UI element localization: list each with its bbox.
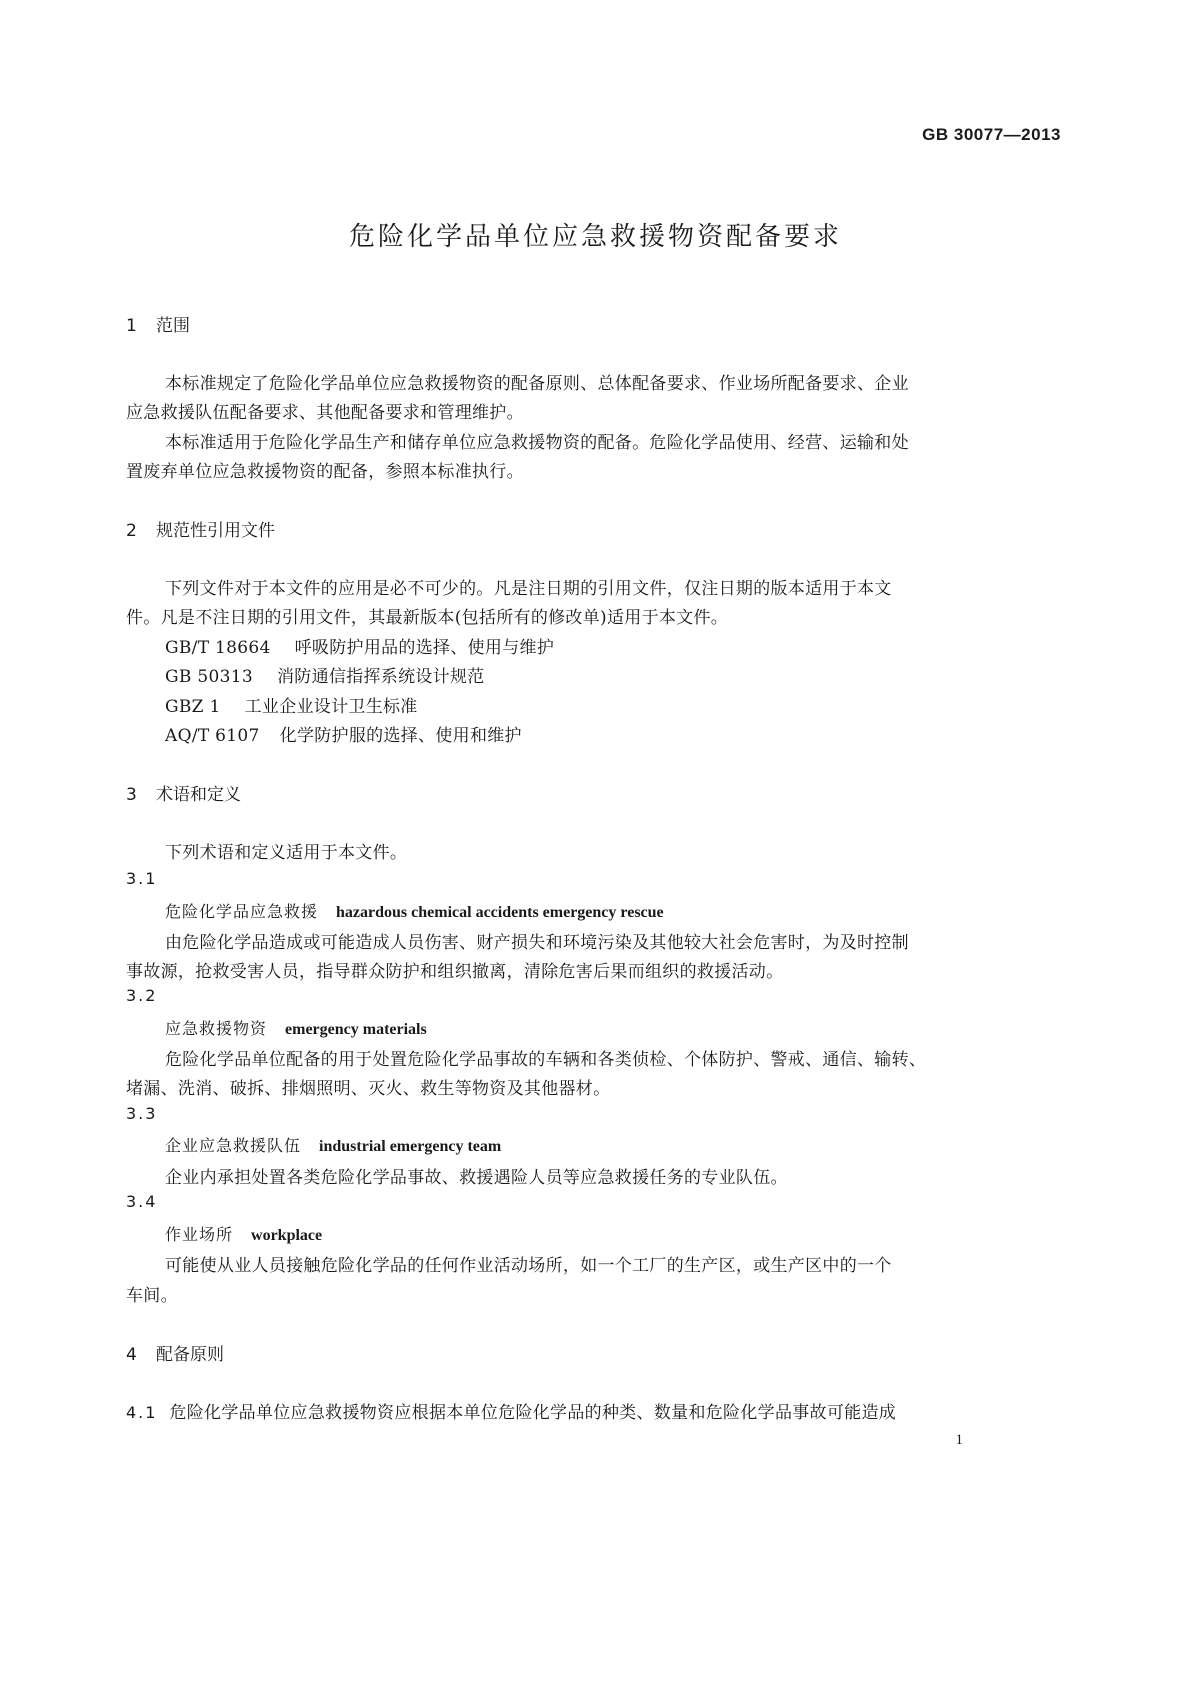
reference-code: GB/T 18664: [165, 638, 271, 658]
term-heading: [165, 1016, 427, 1039]
reference-name: 消防通信指挥系统设计规范: [276, 667, 485, 687]
term-number: 3.3: [126, 1104, 158, 1123]
term-heading: [165, 1133, 501, 1156]
section-3-heading: [126, 780, 241, 805]
clause-number: 4.1: [126, 1403, 158, 1422]
definition-line: 企业内承担处置各类危险化学品事故、救援遇险人员等应急救援任务的专业队伍。: [165, 1168, 788, 1188]
term-heading: [165, 899, 664, 922]
term-number: 3.1: [126, 869, 158, 888]
reference-name: 呼吸防护用品的选择、使用与维护: [294, 638, 555, 658]
term-heading: [165, 1222, 322, 1245]
section-number: 1: [126, 316, 137, 336]
definition-line: 危险化学品单位配备的用于处置危险化学品事故的车辆和各类侦检、个体防护、警戒、通信、输转、: [165, 1050, 927, 1070]
reference-code: GB 50313: [165, 667, 253, 687]
paragraph-line: 下列文件对于本文件的应用是必不可少的。凡是注日期的引用文件，仅注日期的版本适用于本文: [165, 579, 892, 599]
reference-name: 工业企业设计卫生标准: [244, 697, 418, 717]
term-number: 3.2: [126, 986, 158, 1005]
section-title: 配备原则: [156, 1345, 224, 1365]
section-number: 3: [126, 785, 137, 805]
paragraph-line: 本标准规定了危险化学品单位应急救援物资的配备原则、总体配备要求、作业场所配备要求、企业: [165, 374, 909, 394]
section-4-heading: [126, 1340, 224, 1365]
definition-line: 由危险化学品造成或可能造成人员伤害、财产损失和环境污染及其他较大社会危害时，为及时控制: [165, 933, 909, 953]
section-2-heading: [126, 516, 275, 541]
standard-code: GB 30077—2013: [922, 125, 1061, 144]
term-en: industrial emergency team: [319, 1138, 502, 1155]
term-number: 3.4: [126, 1192, 158, 1211]
term-en: hazardous chemical accidents emergency rescue: [336, 904, 664, 921]
section-title: 规范性引用文件: [156, 521, 275, 541]
reference-name: 化学防护服的选择、使用和维护: [279, 726, 522, 746]
definition-line: 车间。: [126, 1286, 178, 1306]
reference-code: AQ/T 6107: [165, 726, 260, 746]
normative-reference: [165, 662, 485, 687]
term-zh: 危险化学品应急救援: [165, 902, 319, 921]
normative-reference: [165, 721, 522, 746]
section-title: 术语和定义: [156, 785, 241, 805]
reference-code: GBZ 1: [165, 697, 221, 717]
section-title: 范围: [156, 316, 190, 336]
term-zh: 企业应急救援队伍: [165, 1136, 302, 1155]
paragraph-line: 应急救援队伍配备要求、其他配备要求和管理维护。: [126, 403, 524, 423]
term-zh: 应急救援物资: [165, 1019, 268, 1038]
clause-text: 危险化学品单位应急救援物资应根据本单位危险化学品的种类、数量和危险化学品事故可能造成: [169, 1403, 897, 1423]
paragraph-line: 本标准适用于危险化学品生产和储存单位应急救援物资的配备。危险化学品使用、经营、运输和处: [165, 433, 909, 453]
paragraph-line: 件。凡是不注日期的引用文件，其最新版本(包括所有的修改单)适用于本文件。: [126, 608, 729, 628]
normative-reference: [165, 692, 418, 717]
definition-line: 可能使从业人员接触危险化学品的任何作业活动场所，如一个工厂的生产区，或生产区中的一个: [165, 1256, 892, 1276]
normative-reference: [165, 633, 554, 658]
document-title: 危险化学品单位应急救援物资配备要求: [348, 222, 842, 252]
page-number: 1: [955, 1432, 963, 1448]
definition-line: 堵漏、洗消、破拆、排烟照明、灭火、救生等物资及其他器材。: [126, 1079, 611, 1099]
paragraph-line: 下列术语和定义适用于本文件。: [165, 843, 408, 863]
clause-line: [126, 1398, 896, 1423]
term-en: emergency materials: [285, 1021, 427, 1038]
term-en: workplace: [251, 1227, 323, 1244]
section-1-heading: [126, 311, 190, 336]
paragraph-line: 置废弃单位应急救援物资的配备，参照本标准执行。: [126, 462, 524, 482]
section-number: 2: [126, 521, 137, 541]
definition-line: 事故源，抢救受害人员，指导群众防护和组织撤离，清除危害后果而组织的救援活动。: [126, 962, 784, 982]
section-number: 4: [126, 1345, 137, 1365]
term-zh: 作业场所: [165, 1225, 234, 1244]
